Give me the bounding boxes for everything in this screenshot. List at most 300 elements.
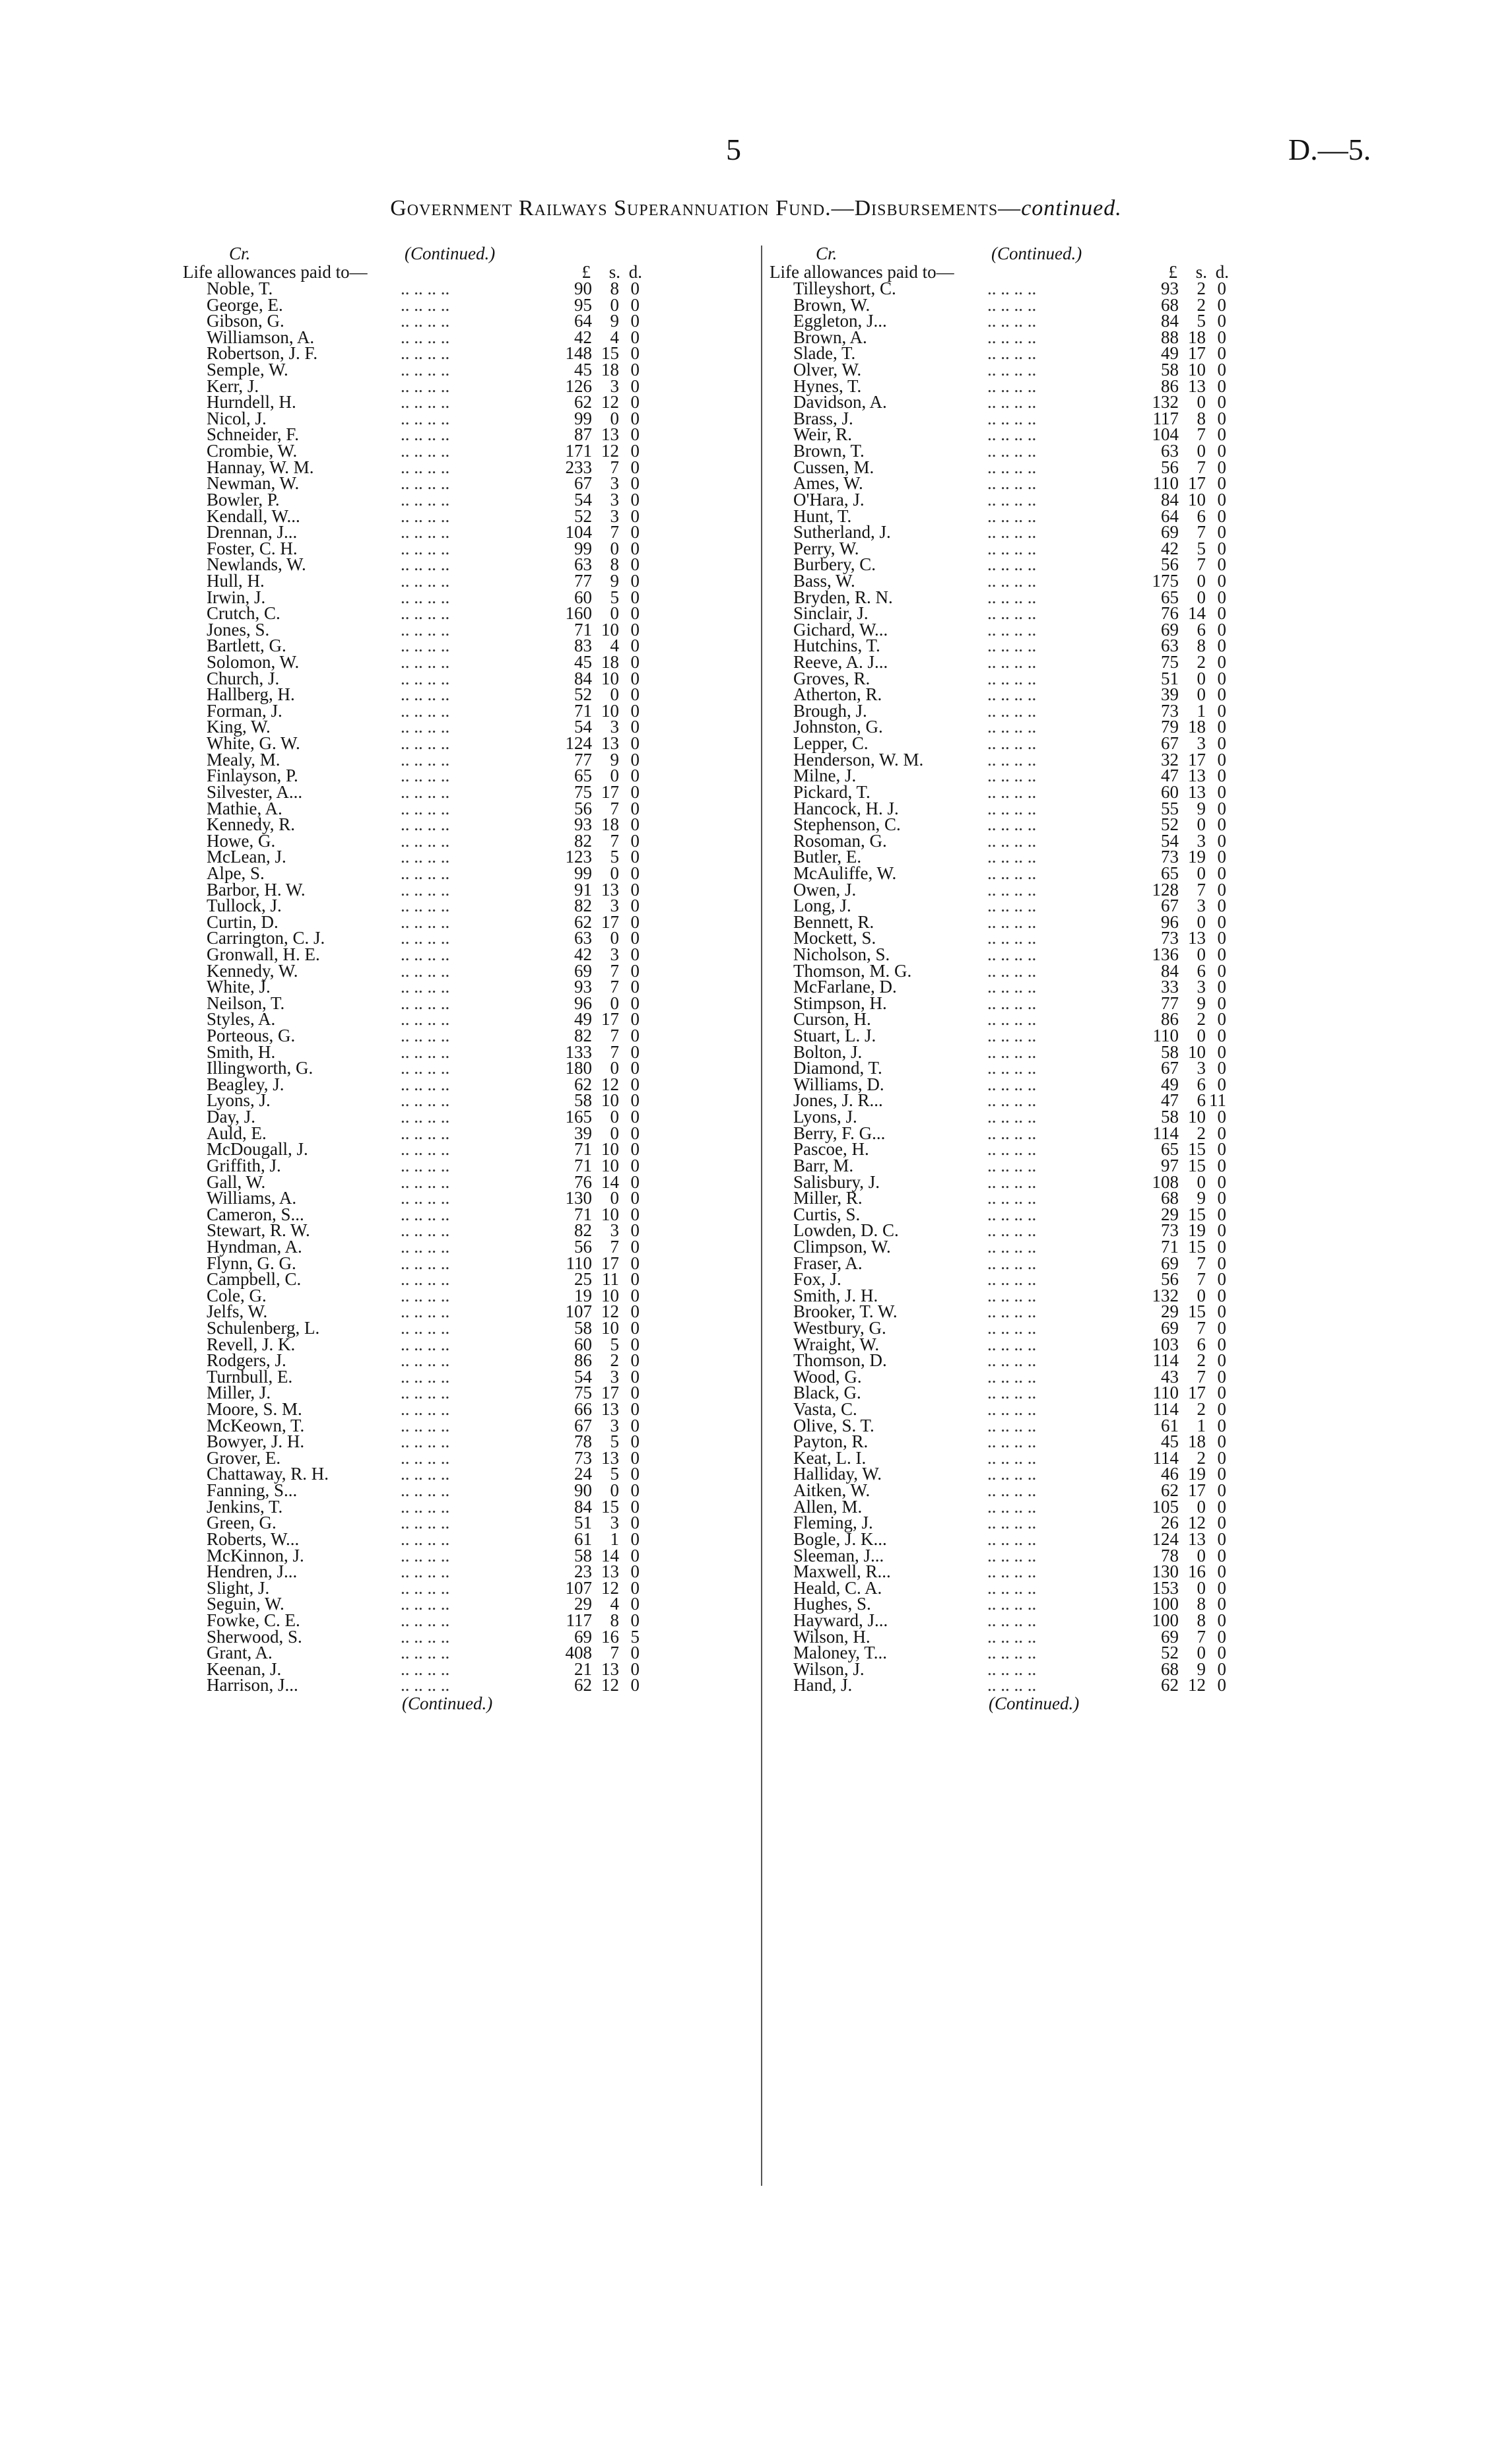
amount-pounds: 52	[1161, 1643, 1179, 1663]
leader-dots: .. .. .. ..	[401, 1285, 450, 1305]
leader-dots: .. .. .. ..	[401, 1074, 450, 1094]
shillings-header: s.	[608, 262, 620, 282]
amount-shillings: 18	[1188, 1431, 1206, 1452]
pensioner-name: Lepper, C.	[793, 733, 869, 754]
pence-header: d.	[1215, 262, 1229, 282]
amount-pounds: 93	[1161, 279, 1179, 298]
pensioner-name: Styles, A.	[207, 1009, 276, 1030]
amount-shillings: 8	[1197, 1594, 1206, 1614]
amount-pounds: 114	[1152, 1399, 1179, 1420]
continued-footer-text: (Continued.)	[402, 1693, 493, 1714]
pensioner-name: Olver, W.	[793, 360, 862, 380]
amount-pence: 0	[630, 1464, 640, 1484]
amount-shillings: 8	[610, 1610, 619, 1630]
life-allowances-label: Life allowances paid to—	[770, 262, 954, 282]
leader-dots: .. .. .. ..	[987, 522, 1037, 542]
pensioner-name: Irwin, J.	[207, 587, 266, 607]
amount-pounds: 117	[1152, 408, 1179, 428]
amount-shillings: 7	[610, 1041, 619, 1062]
amount-shillings: 6	[1197, 1074, 1206, 1094]
pensioner-name: Alpe, S.	[207, 863, 265, 883]
ledger-row	[770, 1528, 1344, 1549]
leader-dots: .. .. .. ..	[401, 1318, 450, 1338]
amount-shillings: 12	[1188, 1675, 1206, 1695]
amount-pounds: 104	[565, 522, 592, 542]
page-title	[0, 196, 1512, 221]
pensioner-name: Chattaway, R. H.	[207, 1464, 329, 1484]
leader-dots: .. .. .. ..	[401, 554, 450, 575]
leader-dots: .. .. .. ..	[987, 327, 1037, 347]
amount-pence: 0	[1217, 1074, 1226, 1094]
amount-pence: 0	[1217, 424, 1226, 445]
pensioner-name: Hull, H.	[207, 570, 265, 591]
amount-shillings: 7	[610, 522, 619, 542]
leader-dots: .. .. .. ..	[987, 376, 1037, 396]
amount-pence: 0	[630, 911, 640, 932]
pensioner-name: Reeve, A. J...	[793, 652, 888, 673]
leader-dots: .. .. .. ..	[401, 847, 450, 867]
amount-shillings: 13	[601, 424, 619, 445]
amount-pence: 0	[1217, 733, 1226, 754]
amount-shillings: 3	[610, 376, 619, 396]
leader-dots: .. .. .. ..	[401, 1464, 450, 1484]
amount-pounds: 233	[565, 457, 592, 477]
amount-shillings: 1	[1197, 700, 1206, 721]
ledger-row	[770, 735, 1344, 752]
leader-dots: .. .. .. ..	[987, 766, 1037, 786]
amount-pounds: 105	[1152, 1496, 1179, 1517]
pounds-header: £	[581, 262, 591, 282]
ledger-row	[770, 1236, 1344, 1257]
amount-pence: 0	[1217, 1123, 1226, 1143]
pensioner-name: Bolton, J.	[793, 1041, 863, 1062]
amount-shillings: 15	[1188, 1139, 1206, 1160]
amount-pence: 0	[630, 1107, 640, 1127]
pensioner-name: Robertson, J. F.	[207, 343, 318, 364]
amount-shillings: 2	[1197, 1399, 1206, 1420]
amount-pence: 0	[1217, 408, 1226, 428]
pensioner-name: Vasta, C.	[793, 1399, 857, 1420]
amount-pounds: 148	[565, 343, 592, 364]
amount-shillings: 0	[610, 1123, 619, 1143]
leader-dots: .. .. .. ..	[987, 538, 1037, 558]
leader-dots: .. .. .. ..	[401, 879, 450, 900]
pensioner-name: Hand, J.	[793, 1675, 853, 1695]
amount-pence: 11	[1209, 1090, 1226, 1111]
leader-dots: .. .. .. ..	[401, 506, 450, 526]
leader-dots: .. .. .. ..	[987, 993, 1037, 1013]
ledger-row	[770, 1320, 1344, 1336]
leader-dots: .. .. .. ..	[987, 847, 1037, 867]
amount-pence: 0	[630, 424, 640, 445]
pensioner-name: Slade, T.	[793, 343, 856, 364]
amount-shillings: 13	[601, 733, 619, 754]
amount-pounds: 114	[1152, 1350, 1179, 1371]
amount-shillings: 10	[601, 619, 619, 640]
continued-footer-text: (Continued.)	[989, 1693, 1080, 1714]
amount-shillings: 3	[610, 717, 619, 737]
leader-dots: .. .. .. ..	[987, 392, 1037, 412]
title-continued: continued.	[1021, 196, 1122, 220]
pensioner-name: Miller, J.	[207, 1383, 271, 1403]
pensioner-name: Brown, A.	[793, 327, 867, 347]
leader-dots: .. .. .. ..	[987, 749, 1037, 770]
amount-shillings: 0	[1197, 911, 1206, 932]
pensioner-name: O'Hara, J.	[793, 489, 865, 509]
leader-dots: .. .. .. ..	[401, 1480, 450, 1501]
leader-dots: .. .. .. ..	[987, 506, 1037, 526]
leader-dots: .. .. .. ..	[401, 781, 450, 802]
amount-shillings: 3	[1197, 1058, 1206, 1078]
amount-shillings: 3	[610, 944, 619, 964]
leader-dots: .. .. .. ..	[401, 1626, 450, 1647]
pensioner-name: Eggleton, J...	[793, 311, 887, 331]
pensioner-name: Black, G.	[793, 1383, 861, 1403]
leader-dots: .. .. .. ..	[401, 977, 450, 997]
amount-shillings: 17	[1188, 473, 1206, 494]
leader-dots: .. .. .. ..	[987, 1009, 1037, 1030]
pensioner-name: Grover, E.	[207, 1447, 281, 1468]
pensioner-name: Forman, J.	[207, 700, 282, 721]
continued-footer	[183, 1693, 757, 1713]
column-divider	[761, 246, 762, 2186]
amount-pence: 0	[630, 944, 640, 964]
amount-shillings: 1	[1197, 1415, 1206, 1435]
leader-dots: .. .. .. ..	[987, 1577, 1037, 1598]
amount-pence: 0	[630, 1496, 640, 1517]
amount-pence: 0	[630, 1301, 640, 1322]
leader-dots: .. .. .. ..	[401, 1139, 450, 1160]
amount-shillings: 7	[1197, 554, 1206, 575]
ledger-row	[770, 879, 1344, 900]
amount-pounds: 65	[574, 766, 592, 786]
amount-shillings: 13	[1188, 1528, 1206, 1549]
amount-shillings: 19	[1188, 1220, 1206, 1241]
amount-pence: 0	[630, 1171, 640, 1192]
pensioner-name: Newlands, W.	[207, 554, 306, 575]
leader-dots: .. .. .. ..	[401, 652, 450, 673]
amount-shillings: 0	[1197, 1577, 1206, 1598]
amount-pounds: 49	[1161, 343, 1179, 364]
amount-pounds: 68	[1161, 1658, 1179, 1679]
leader-dots: .. .. .. ..	[987, 1545, 1037, 1565]
amount-pence: 0	[1217, 1464, 1226, 1484]
pensioner-name: White, G. W.	[207, 733, 300, 754]
leader-dots: .. .. .. ..	[401, 1350, 450, 1371]
pensioner-name: Barr, M.	[793, 1155, 854, 1175]
leader-dots: .. .. .. ..	[401, 1236, 450, 1257]
leader-dots: .. .. .. ..	[987, 863, 1037, 883]
pensioner-name: Diamond, T.	[793, 1058, 882, 1078]
amount-pence: 0	[630, 343, 640, 364]
amount-pounds: 71	[574, 619, 592, 640]
pensioner-name: Hannay, W. M.	[207, 457, 314, 477]
amount-pence: 0	[1217, 327, 1226, 347]
amount-pence: 0	[1217, 896, 1226, 916]
pensioner-name: Stuart, L. J.	[793, 1026, 876, 1046]
amount-pounds: 52	[574, 506, 592, 526]
amount-shillings: 5	[610, 1431, 619, 1452]
leader-dots: .. .. .. ..	[987, 343, 1037, 364]
pensioner-name: Climpson, W.	[793, 1236, 891, 1257]
amount-pence: 0	[630, 1155, 640, 1175]
amount-pence: 0	[630, 360, 640, 380]
pensioner-name: Hallberg, H.	[207, 684, 295, 705]
leader-dots: .. .. .. ..	[401, 700, 450, 721]
amount-pence: 0	[630, 749, 640, 770]
leader-dots: .. .. .. ..	[987, 1236, 1037, 1257]
amount-pounds: 84	[1161, 960, 1179, 981]
amount-shillings: 7	[610, 1236, 619, 1257]
pensioner-name: Roberts, W...	[207, 1528, 300, 1549]
amount-pence: 0	[630, 376, 640, 396]
amount-pounds: 124	[565, 733, 592, 754]
amount-shillings: 2	[1197, 1009, 1206, 1030]
right-column	[770, 244, 1344, 1713]
amount-shillings: 17	[601, 1383, 619, 1403]
amount-pounds: 63	[1161, 441, 1179, 461]
pensioner-name: Maloney, T...	[793, 1643, 887, 1663]
amount-shillings: 13	[1188, 766, 1206, 786]
amount-shillings: 0	[610, 928, 619, 948]
amount-shillings: 0	[610, 766, 619, 786]
amount-shillings: 1	[610, 1528, 619, 1549]
cr-label: Cr.	[229, 244, 251, 263]
leader-dots: .. .. .. ..	[401, 489, 450, 509]
amount-pence: 0	[1217, 1610, 1226, 1630]
amount-shillings: 7	[1197, 1318, 1206, 1338]
amount-shillings: 17	[601, 1253, 619, 1273]
amount-shillings: 10	[601, 700, 619, 721]
column-header	[183, 244, 757, 262]
pensioner-name: Kennedy, W.	[207, 960, 298, 981]
amount-shillings: 12	[601, 1301, 619, 1322]
leader-dots: .. .. .. ..	[401, 684, 450, 705]
amount-shillings: 18	[601, 814, 619, 835]
ledger-row	[183, 1528, 757, 1549]
ledger-row	[183, 443, 757, 459]
amount-shillings: 0	[1197, 944, 1206, 964]
pensioner-name: Crombie, W.	[207, 441, 298, 461]
amount-pounds: 69	[1161, 1253, 1179, 1273]
amount-shillings: 0	[610, 1188, 619, 1208]
amount-pounds: 128	[1152, 879, 1179, 900]
pensioner-name: Rosoman, G.	[793, 830, 887, 851]
amount-pounds: 171	[565, 441, 592, 461]
amount-pence: 0	[630, 1334, 640, 1354]
amount-pounds: 54	[574, 489, 592, 509]
amount-shillings: 10	[601, 1285, 619, 1305]
leader-dots: .. .. .. ..	[401, 896, 450, 916]
amount-pence: 0	[630, 1123, 640, 1143]
amount-pounds: 29	[574, 1594, 592, 1614]
left-column	[183, 244, 757, 1713]
amount-shillings: 11	[602, 1269, 619, 1290]
ledger-row	[183, 1028, 757, 1044]
pensioner-name: Griffith, J.	[207, 1155, 281, 1175]
leader-dots: .. .. .. ..	[401, 1220, 450, 1241]
leader-dots: .. .. .. ..	[401, 424, 450, 445]
amount-pounds: 55	[1161, 798, 1179, 818]
amount-pence: 0	[630, 1009, 640, 1030]
amount-pence: 0	[1217, 766, 1226, 786]
amount-pounds: 60	[574, 1334, 592, 1354]
pensioner-name: McKinnon, J.	[207, 1545, 304, 1565]
leader-dots: .. .. .. ..	[987, 977, 1037, 997]
amount-pence: 0	[630, 554, 640, 575]
amount-pounds: 96	[574, 993, 592, 1013]
pensioner-name: Sleeman, J...	[793, 1545, 884, 1565]
leader-dots: .. .. .. ..	[987, 896, 1037, 916]
pensioner-name: Hutchins, T.	[793, 636, 880, 656]
amount-pence: 0	[630, 993, 640, 1013]
leader-dots: .. .. .. ..	[401, 360, 450, 380]
pensioner-name: Porteous, G.	[207, 1026, 296, 1046]
amount-shillings: 2	[1197, 1447, 1206, 1468]
amount-pounds: 62	[574, 392, 592, 412]
amount-pounds: 68	[1161, 1188, 1179, 1208]
amount-pounds: 47	[1161, 766, 1179, 786]
amount-pence: 0	[630, 1236, 640, 1257]
leader-dots: .. .. .. ..	[401, 636, 450, 656]
amount-pounds: 58	[574, 1545, 592, 1565]
pensioner-name: Brass, J.	[793, 408, 853, 428]
amount-shillings: 17	[1188, 1383, 1206, 1403]
leader-dots: .. .. .. ..	[401, 928, 450, 948]
ledger-row	[770, 1658, 1344, 1679]
leader-dots: .. .. .. ..	[987, 814, 1037, 835]
amount-pence: 0	[1217, 1643, 1226, 1663]
amount-pence: 0	[630, 830, 640, 851]
amount-pounds: 90	[574, 1480, 592, 1501]
pensioner-name: Sinclair, J.	[793, 603, 869, 624]
amount-pence: 0	[1217, 1041, 1226, 1062]
amount-shillings: 4	[610, 636, 619, 656]
leader-dots: .. .. .. ..	[401, 814, 450, 835]
leader-dots: .. .. .. ..	[987, 1496, 1037, 1517]
pensioner-name: Pascoe, H.	[793, 1139, 869, 1160]
leader-dots: .. .. .. ..	[401, 473, 450, 494]
amount-pence: 0	[1217, 847, 1226, 867]
amount-pounds: 71	[574, 1155, 592, 1175]
amount-pounds: 52	[574, 684, 592, 705]
ledger-row	[770, 443, 1344, 459]
leader-dots: .. .. .. ..	[987, 1253, 1037, 1273]
pensioner-name: Hancock, H. J.	[793, 798, 899, 818]
leader-dots: .. .. .. ..	[401, 1399, 450, 1420]
amount-shillings: 6	[1197, 1334, 1206, 1354]
ledger-row	[770, 1612, 1344, 1629]
amount-shillings: 0	[1197, 1026, 1206, 1046]
amount-pence: 0	[630, 798, 640, 818]
amount-pence: 0	[630, 457, 640, 477]
amount-pence: 0	[1217, 1577, 1226, 1598]
pensioner-name: Olive, S. T.	[793, 1415, 874, 1435]
amount-pence: 0	[630, 1090, 640, 1111]
amount-pence: 0	[630, 896, 640, 916]
leader-dots: .. .. .. ..	[401, 1090, 450, 1111]
amount-shillings: 16	[601, 1626, 619, 1647]
amount-pence: 0	[630, 279, 640, 298]
amount-pounds: 130	[1152, 1561, 1179, 1582]
amount-pounds: 126	[565, 376, 592, 396]
amount-pounds: 76	[1161, 603, 1179, 624]
amount-pence: 0	[630, 441, 640, 461]
amount-shillings: 17	[601, 781, 619, 802]
leader-dots: .. .. .. ..	[401, 749, 450, 770]
pensioner-name: Grant, A.	[207, 1643, 273, 1663]
pensioner-name: Brough, J.	[793, 700, 867, 721]
pensioner-name: Foster, C. H.	[207, 538, 298, 558]
amount-pounds: 54	[1161, 830, 1179, 851]
amount-shillings: 9	[1197, 1658, 1206, 1679]
pensioner-name: Atherton, R.	[793, 684, 882, 705]
leader-dots: .. .. .. ..	[987, 1090, 1037, 1111]
leader-dots: .. .. .. ..	[987, 1220, 1037, 1241]
amount-pence: 0	[1217, 960, 1226, 981]
amount-shillings: 13	[1188, 781, 1206, 802]
amount-shillings: 3	[610, 506, 619, 526]
title-main: Government Railways Superannuation Fund.—Disbursements—	[390, 196, 1022, 220]
ledger-row	[183, 735, 757, 752]
amount-pence: 0	[1217, 554, 1226, 575]
amount-pounds: 71	[574, 1139, 592, 1160]
pensioner-name: Lyons, J.	[793, 1107, 857, 1127]
amount-pence: 0	[1217, 473, 1226, 494]
amount-pounds: 47	[1161, 1090, 1179, 1111]
amount-shillings: 0	[610, 1107, 619, 1127]
life-allowances-label: Life allowances paid to—	[183, 262, 368, 282]
leader-dots: .. .. .. ..	[987, 1447, 1037, 1468]
pensioner-name: Mealy, M.	[207, 749, 280, 770]
pensioner-name: Seguin, W.	[207, 1594, 284, 1614]
amount-shillings: 5	[610, 1464, 619, 1484]
amount-pounds: 46	[1161, 1464, 1179, 1484]
pensioner-name: Carrington, C. J.	[207, 928, 325, 948]
amount-pence: 0	[1217, 814, 1226, 835]
pensioner-name: Payton, R.	[793, 1431, 869, 1452]
pensioner-name: Gibson, G.	[207, 311, 284, 331]
pensioner-name: Heald, C. A.	[793, 1577, 882, 1598]
amount-pounds: 54	[574, 717, 592, 737]
ledger-row	[183, 1482, 757, 1499]
leader-dots: .. .. .. ..	[401, 1675, 450, 1695]
ledger-row	[183, 394, 757, 410]
amount-shillings: 10	[1188, 1041, 1206, 1062]
leader-dots: .. .. .. ..	[987, 1658, 1037, 1679]
leader-dots: .. .. .. ..	[401, 766, 450, 786]
pensioner-name: Burbery, C.	[793, 554, 876, 575]
pensioner-name: Noble, T.	[207, 279, 273, 298]
amount-pounds: 26	[1161, 1513, 1179, 1533]
amount-shillings: 6	[1197, 1090, 1206, 1111]
pensioner-name: Lowden, D. C.	[793, 1220, 899, 1241]
amount-shillings: 7	[1197, 879, 1206, 900]
amount-shillings: 15	[601, 343, 619, 364]
leader-dots: .. .. .. ..	[401, 1610, 450, 1630]
amount-pence: 0	[630, 1610, 640, 1630]
amount-shillings: 13	[601, 1399, 619, 1420]
ledger-row	[183, 1236, 757, 1257]
amount-shillings: 0	[610, 993, 619, 1013]
amount-shillings: 13	[1188, 928, 1206, 948]
pensioner-name: Milne, J.	[793, 766, 857, 786]
amount-shillings: 0	[1197, 1545, 1206, 1565]
pensioner-name: Newman, W.	[207, 473, 300, 494]
ledger-row	[183, 654, 757, 671]
pensioner-name: Maxwell, R...	[793, 1561, 891, 1582]
amount-pounds: 73	[1161, 1220, 1179, 1241]
